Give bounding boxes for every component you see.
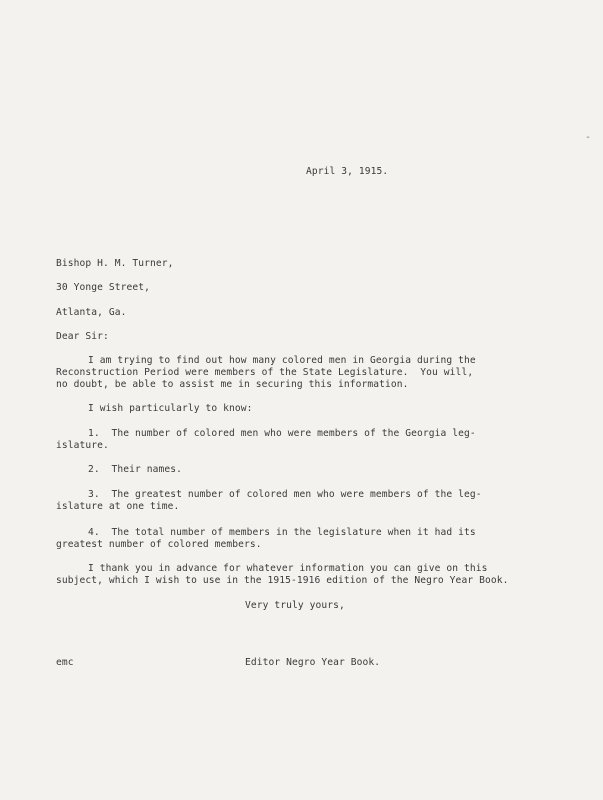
item-1-line-1: 1. The number of colored men who were members of the Georgia leg- [88, 428, 476, 439]
valediction: Very truly yours, [245, 600, 345, 611]
intro-line-1: I am trying to find out how many colored men in Georgia during the [88, 355, 476, 366]
recipient-city: Atlanta, Ga. [56, 307, 127, 318]
letter-date: April 3, 1915. [306, 166, 389, 177]
intro-line-3: no doubt, be able to assist me in securing this information. [56, 379, 409, 390]
item-4-line-1: 4. The total number of members in the legislature when it had its [88, 527, 476, 538]
recipient-street: 30 Yonge Street, [56, 282, 151, 293]
item-3-line-1: 3. The greatest number of colored men who were members of the leg- [88, 489, 482, 500]
item-3-line-2: islature at one time. [56, 501, 180, 512]
recipient-name: Bishop H. M. Turner, [56, 258, 174, 269]
item-2-line-1: 2. Their names. [88, 464, 183, 475]
closing-line-2: subject, which I wish to use in the 1915-1916 edition of the Negro Year Book. [56, 575, 509, 586]
wish-line: I wish particularly to know: [88, 403, 253, 414]
closing-line-1: I thank you in advance for whatever information you can give on this [88, 563, 488, 574]
item-4-line-2: greatest number of colored members. [56, 539, 262, 550]
intro-line-2: Reconstruction Period were members of the State Legislature. You will, [56, 367, 474, 378]
typist-initials: emc [56, 657, 74, 668]
item-1-line-2: islature. [56, 440, 109, 451]
margin-tick-mark: - [585, 132, 592, 143]
signature-title: Editor Negro Year Book. [245, 657, 381, 668]
salutation: Dear Sir: [56, 331, 109, 342]
